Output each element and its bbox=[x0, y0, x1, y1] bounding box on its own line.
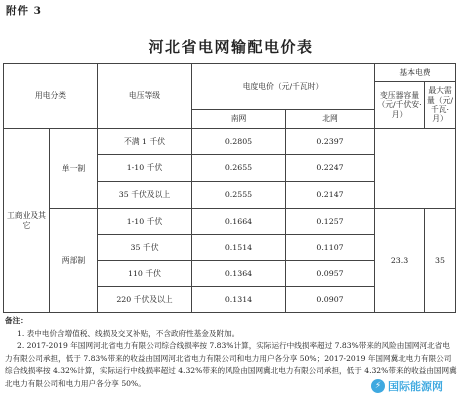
header-max-demand: 最大需量（元/千瓦·月） bbox=[425, 82, 456, 129]
south-price-cell: 0.1514 bbox=[192, 235, 286, 261]
document-title: 河北省电网输配电价表 bbox=[148, 38, 314, 56]
transformer-capacity-value: 23.3 bbox=[375, 209, 425, 313]
south-price-cell: 0.1364 bbox=[192, 261, 286, 287]
notes-title: 备注： bbox=[5, 316, 28, 325]
header-category: 用电分类 bbox=[4, 64, 98, 129]
voltage-cell: 1-10 千伏 bbox=[98, 155, 192, 182]
two-part-system-label: 两部制 bbox=[50, 209, 98, 313]
header-south-grid: 南网 bbox=[192, 110, 286, 129]
north-price-cell: 0.2397 bbox=[286, 129, 375, 155]
watermark-logo bbox=[371, 378, 443, 394]
voltage-cell: 35 千伏及以上 bbox=[98, 182, 192, 209]
tariff-table bbox=[3, 63, 456, 313]
header-north-grid: 北网 bbox=[286, 110, 375, 129]
header-energy-price: 电度电价（元/千瓦时） bbox=[192, 64, 375, 110]
header-voltage: 电压等级 bbox=[98, 64, 192, 129]
voltage-cell: 220 千伏及以上 bbox=[98, 287, 192, 313]
single-system-basic-fee-empty bbox=[375, 129, 456, 209]
voltage-cell: 110 千伏 bbox=[98, 261, 192, 287]
south-price-cell: 0.1664 bbox=[192, 209, 286, 235]
voltage-cell: 35 千伏 bbox=[98, 235, 192, 261]
south-price-cell: 0.2655 bbox=[192, 155, 286, 182]
header-transformer-capacity: 变压器容量（元/千伏安·月） bbox=[375, 82, 425, 129]
header-basic-fee: 基本电费 bbox=[375, 64, 456, 82]
note-item: 2. 2017-2019 年国网河北省电力有限公司综合线损率按 7.83%计算，实际运行中线损率超过 7.83%带来的风险由国网河北省电力有限公司承担，低于 7.83%带来的收益由国网河北省电力有限公司和电力用户各分享 50%；2017-2019 年国网冀北电力有限公司综合线损率按 4.32%计算，实际运行中线损率超过 4.32%带来的风险由国网冀北电力有限公司承担，低于 4.32%带来的收益由国网冀北电力有限公司和电力用户各分享 50%。 bbox=[5, 341, 457, 388]
north-price-cell: 0.2147 bbox=[286, 182, 375, 209]
voltage-cell: 不满 1 千伏 bbox=[98, 129, 192, 155]
single-system-label: 单一制 bbox=[50, 129, 98, 209]
watermark-text: 国际能源网 bbox=[388, 380, 443, 393]
south-price-cell: 0.2555 bbox=[192, 182, 286, 209]
max-demand-value: 35 bbox=[425, 209, 456, 313]
voltage-cell: 1-10 千伏 bbox=[98, 209, 192, 235]
note-item: 1. 表中电价含增值税、线损及交叉补贴，不含政府性基金及附加。 bbox=[17, 328, 240, 338]
north-price-cell: 0.1257 bbox=[286, 209, 375, 235]
attachment-label: 附件 3 bbox=[6, 5, 42, 17]
north-price-cell: 0.2247 bbox=[286, 155, 375, 182]
category-cell: 工商业及其它 bbox=[4, 129, 50, 313]
energy-logo-icon: ⚡ bbox=[371, 379, 385, 393]
north-price-cell: 0.1107 bbox=[286, 235, 375, 261]
south-price-cell: 0.1314 bbox=[192, 287, 286, 313]
north-price-cell: 0.0907 bbox=[286, 287, 375, 313]
south-price-cell: 0.2805 bbox=[192, 129, 286, 155]
north-price-cell: 0.0957 bbox=[286, 261, 375, 287]
